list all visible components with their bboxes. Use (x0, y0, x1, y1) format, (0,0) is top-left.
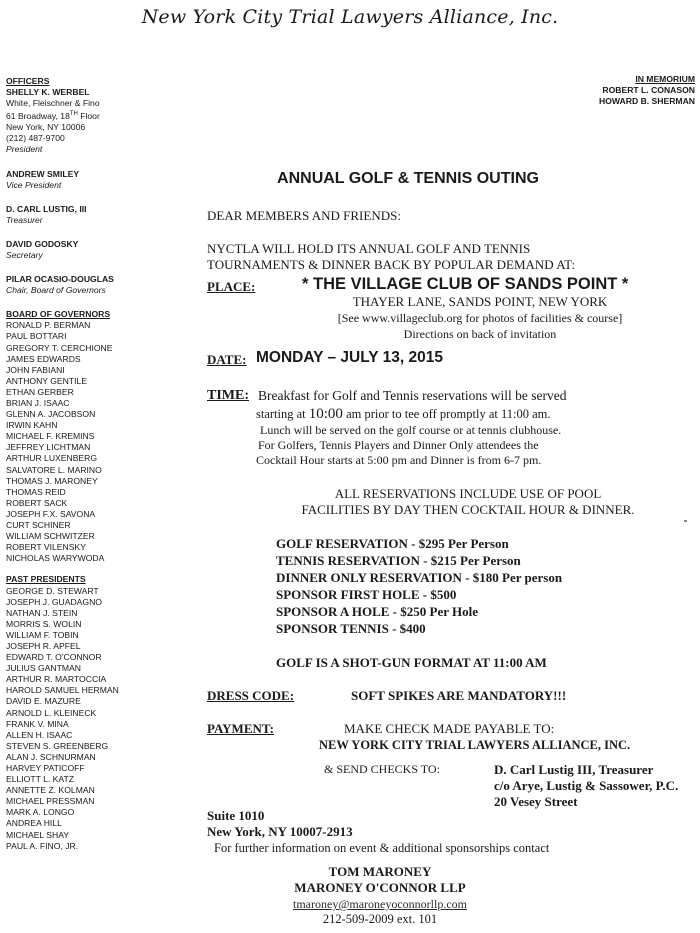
place-label: PLACE: (207, 279, 256, 294)
past-president-name: HARVEY PATICOFF (6, 763, 85, 774)
all-reservations-line-2: FACILITIES BY DAY THEN COCKTAIL HOUR & DINNER. (301, 502, 635, 517)
intro-line-2: TOURNAMENTS & DINNER BACK BY POPULAR DEMAND AT: (207, 257, 576, 272)
time-line-2b: 10:00 (308, 406, 343, 422)
governor-name: NICHOLAS WARYWODA (6, 553, 105, 564)
time-line-2a: starting at (256, 407, 309, 421)
governor-name: JAMES EDWARDS (6, 353, 81, 364)
address-sup: TH (69, 111, 78, 118)
place-directions: Directions on back of invitation (403, 327, 557, 341)
reservation-list (276, 536, 562, 638)
suite: Suite 1010 (207, 808, 265, 823)
letterhead-title: New York City Trial Lawyers Alliance, Inc. (141, 6, 559, 28)
governor-name: ROBERT SACK (6, 497, 68, 508)
past-president-name: FRANK V. MINA (6, 718, 69, 729)
date-label: DATE: (207, 352, 247, 367)
reservation-label: GOLF RESERVATION (276, 536, 408, 551)
reservation-price: - $250 Per Hole (389, 604, 478, 619)
governor-name: CURT SCHINER (6, 520, 71, 531)
memoriam-name: ROBERT L. CONASON (602, 85, 695, 96)
further-info: For further information on event & additional sponsorships contact (214, 841, 550, 855)
past-president-name: ANNETTE Z. KOLMAN (6, 785, 95, 796)
officer-president-name: SHELLY K. WERBEL (6, 87, 90, 98)
governor-name: WILLIAM SCHWITZER (6, 531, 95, 542)
officer-chair-role: Chair, Board of Governors (6, 285, 106, 296)
past-president-name: ARTHUR R. MARTOCCIA (6, 674, 107, 685)
officer-president-address (6, 109, 136, 122)
officer-secretary-name: DAVID GODOSKY (6, 238, 79, 249)
time-line-2c: am prior to tee off promptly at 11:00 am. (342, 407, 551, 421)
send-checks-label: & SEND CHECKS TO: (324, 762, 440, 776)
send-line-1: D. Carl Lustig III, Treasurer (494, 762, 654, 777)
past-president-name: NATHAN J. STEIN (6, 607, 78, 618)
reservation-row (276, 536, 562, 553)
time-line-1: Breakfast for Golf and Tennis reservations will be served (258, 388, 567, 403)
officer-vp-name: ANDREW SMILEY (6, 168, 80, 179)
governors-list (6, 320, 136, 564)
governor-name: BRIAN J. ISAAC (6, 398, 70, 409)
intro-line-1: NYCTLA WILL HOLD ITS ANNUAL GOLF AND TENNIS (207, 241, 531, 256)
past-president-name: EDWARD T. O'CONNOR (6, 652, 102, 663)
place-name: * THE VILLAGE CLUB OF SANDS POINT * (302, 275, 629, 293)
officer-vp-role: Vice President (6, 179, 62, 190)
reservation-price: - $295 Per Person (407, 536, 509, 551)
reservation-label: SPONSOR A HOLE (276, 604, 390, 619)
officer-president-city: New York, NY 10006 (6, 122, 86, 133)
governor-name: ARTHUR LUXENBERG (6, 453, 98, 464)
reservation-price: - $215 Per Person (419, 553, 521, 568)
past-president-name: WILLIAM F. TOBIN (6, 629, 79, 640)
governor-name: ROBERT VILENSKY (6, 542, 86, 553)
past-president-name: MORRIS S. WOLIN (6, 618, 82, 629)
time-line-4: For Golfers, Tennis Players and Dinner Only attendees the (258, 438, 539, 452)
reservation-label: TENNIS RESERVATION (276, 553, 420, 568)
governor-name: GLENN A. JACOBSON (6, 409, 96, 420)
send-line-3: 20 Vesey Street (494, 794, 578, 809)
past-president-name: MARK A. LONGO (6, 807, 75, 818)
officer-president-role: President (6, 144, 43, 155)
outing-title: ANNUAL GOLF & TENNIS OUTING (277, 170, 539, 187)
past-president-name: ANDREA HILL (6, 818, 62, 829)
greeting: DEAR MEMBERS AND FRIENDS: (207, 208, 401, 223)
dress-code-label: DRESS CODE: (207, 688, 295, 703)
shotgun-format: GOLF IS A SHOT-GUN FORMAT AT 11:00 AM (276, 655, 547, 670)
governor-name: RONALD P. BERMAN (6, 320, 91, 331)
contact-name: TOM MARONEY (328, 864, 432, 879)
payment-label: PAYMENT: (207, 721, 274, 736)
memoriam-heading: IN MEMORIUM (635, 74, 695, 84)
send-line-2: c/o Arye, Lustig & Sassower, P.C. (494, 778, 679, 793)
governors-heading: BOARD OF GOVERNORS (6, 309, 111, 320)
governor-name: THOMAS REID (6, 486, 66, 497)
governor-name: JOSEPH F.X. SAVONA (6, 508, 96, 519)
reservation-price: - $500 (419, 587, 457, 602)
past-president-name: JULIUS GANTMAN (6, 663, 81, 674)
past-president-name: DAVID E. MAZURE (6, 696, 81, 707)
city-zip: New York, NY 10007-2913 (207, 824, 353, 839)
contact-phone: 212-509-2009 ext. 101 (322, 912, 438, 926)
governor-name: SALVATORE L. MARINO (6, 464, 102, 475)
reservation-row (276, 570, 562, 587)
governor-name: JOHN FABIANI (6, 364, 65, 375)
past-president-name: ARNOLD L. KLEINECK (6, 707, 97, 718)
place-address: THAYER LANE, SANDS POINT, NEW YORK (352, 294, 608, 309)
dress-code-value: SOFT SPIKES ARE MANDATORY!!! (351, 688, 567, 703)
payment-line-2: NEW YORK CITY TRIAL LAWYERS ALLIANCE, INC. (319, 738, 631, 752)
past-president-name: PAUL A. FINO, JR. (6, 840, 79, 851)
past-president-name: MICHAEL PRESSMAN (6, 796, 95, 807)
officer-president-firm: White, Fleischner & Fino (6, 98, 100, 109)
past-president-name: HAROLD SAMUEL HERMAN (6, 685, 119, 696)
reservation-price: - $400 (388, 621, 426, 636)
reservation-label: SPONSOR TENNIS (276, 621, 389, 636)
time-label: TIME: (207, 388, 249, 403)
governor-name: THOMAS J. MARONEY (6, 475, 98, 486)
past-president-name: MICHAEL SHAY (6, 829, 70, 840)
past-president-name: JOSEPH R. APFEL (6, 640, 81, 651)
governor-name: IRWIN KAHN (6, 420, 58, 431)
past-president-name: JOSEPH J. GUADAGNO (6, 596, 102, 607)
place-website-note: [See www.villageclub.org for photos of facilities & course] (337, 311, 623, 325)
all-reservations-line-1: ALL RESERVATIONS INCLUDE USE OF POOL (334, 486, 602, 501)
time-line-2 (256, 406, 551, 423)
officer-treasurer-role: Treasurer (6, 214, 43, 225)
memoriam-name: HOWARD B. SHERMAN (599, 96, 695, 107)
time-line-3: Lunch will be served on the golf course or at tennis clubhouse. (260, 423, 562, 437)
governor-name: ANTHONY GENTILE (6, 375, 88, 386)
reservation-label: SPONSOR FIRST HOLE (276, 587, 420, 602)
left-column (6, 76, 136, 852)
reservation-row (276, 621, 562, 638)
officer-president-phone: (212) 487-9700 (6, 133, 65, 144)
address-rest: Floor (77, 111, 100, 122)
governor-name: MICHAEL F. KREMINS (6, 431, 95, 442)
officers-heading: OFFICERS (6, 76, 50, 86)
scan-speck (684, 520, 687, 522)
in-memoriam-block (545, 74, 695, 107)
governor-name: GREGORY T. CERCHIONE (6, 342, 113, 353)
reservation-label: DINNER ONLY RESERVATION (276, 570, 462, 585)
past-presidents-list (6, 586, 136, 852)
contact-email-link[interactable]: tmaroney@maroneyoconnorllp.com (293, 897, 467, 911)
officer-chair-name: PILAR OCASIO-DOUGLAS (6, 274, 114, 285)
date-value: MONDAY – JULY 13, 2015 (256, 349, 443, 366)
contact-firm: MARONEY O'CONNOR LLP (294, 880, 466, 895)
governor-name: ETHAN GERBER (6, 386, 74, 397)
past-president-name: ALAN J. SCHNURMAN (6, 751, 96, 762)
governor-name: JEFFREY LICHTMAN (6, 442, 91, 453)
payment-line-1: MAKE CHECK MADE PAYABLE TO: (344, 721, 555, 736)
past-presidents-heading: PAST PRESIDENTS (6, 574, 86, 585)
address-number: 61 Broadway, 18 (6, 111, 70, 122)
past-president-name: ELLIOTT L. KATZ (6, 774, 74, 785)
reservation-row (276, 604, 562, 621)
officer-treasurer-name: D. CARL LUSTIG, III (6, 203, 87, 214)
past-president-name: STEVEN S. GREENBERG (6, 740, 109, 751)
past-president-name: ALLEN H. ISAAC (6, 729, 73, 740)
reservation-price: - $180 Per person (461, 570, 563, 585)
reservation-row (276, 553, 562, 570)
officer-secretary-role: Secretary (6, 249, 43, 260)
governor-name: PAUL BOTTARI (6, 331, 67, 342)
time-line-5: Cocktail Hour starts at 5:00 pm and Dinner is from 6-7 pm. (256, 453, 542, 467)
past-president-name: GEORGE D. STEWART (6, 585, 99, 596)
reservation-row (276, 587, 562, 604)
